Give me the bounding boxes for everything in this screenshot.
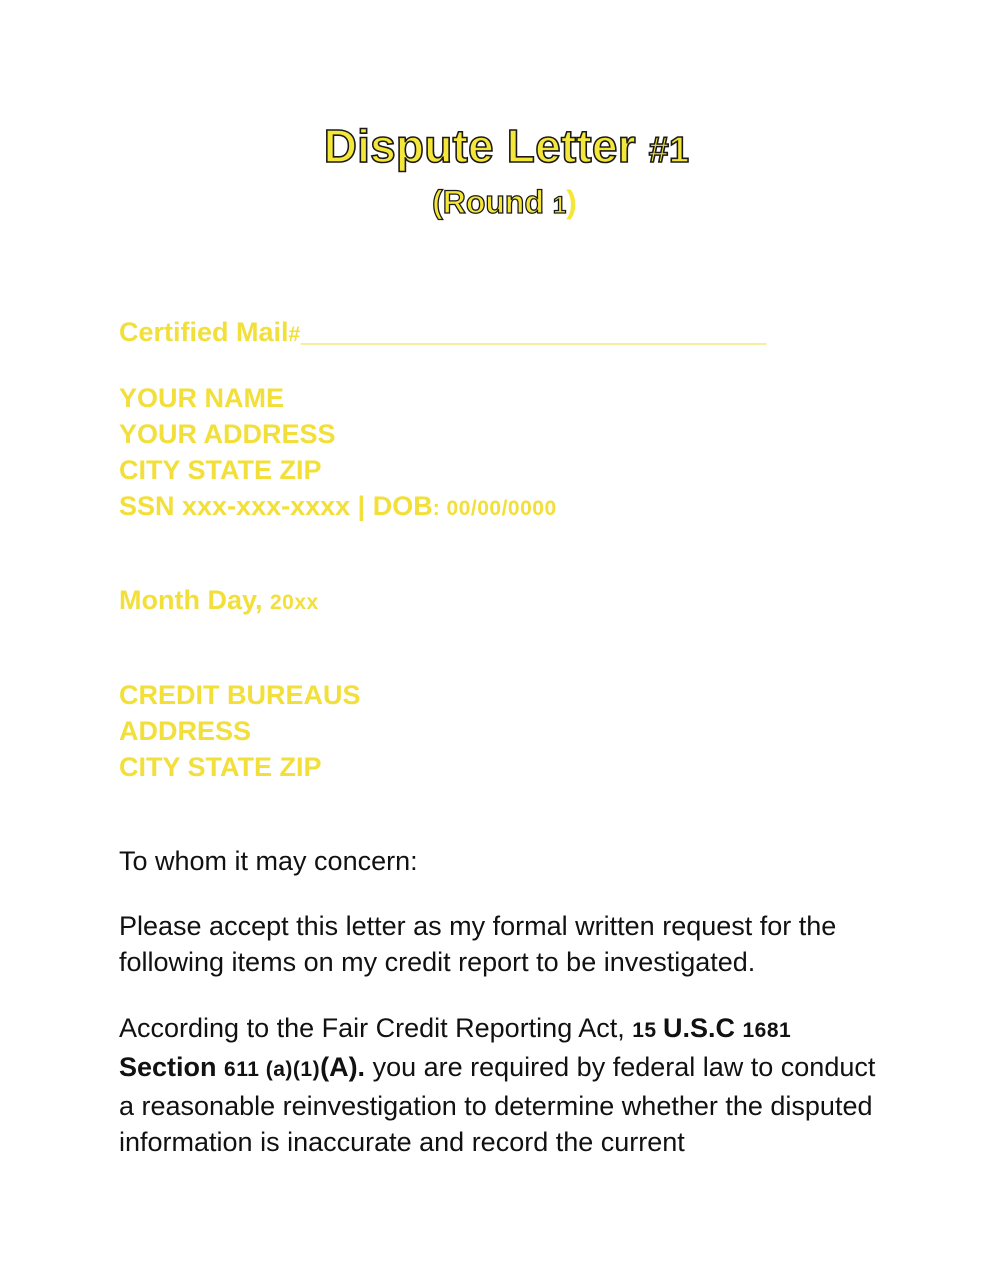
subtitle-number: 1 [552, 192, 567, 219]
fcra-intro: According to the Fair Credit Reporting Act, [119, 1013, 633, 1043]
paragraph-fcra [119, 1010, 889, 1160]
greeting: To whom it may concern: [119, 846, 418, 876]
title-number: #1 [648, 129, 690, 170]
letter-header [0, 118, 1005, 226]
sender-address-block [119, 380, 557, 527]
recipient-address-block [119, 677, 361, 785]
certified-blank: _______________________________ [300, 317, 767, 347]
letter-subtitle [4, 182, 1005, 226]
statute-citation: 15 U.S.C 1681 [632, 1013, 792, 1043]
date-label: Month Day, [119, 585, 270, 615]
letter-date [119, 582, 319, 621]
letter-title [8, 118, 1005, 178]
subtitle-text: (Round [432, 184, 553, 220]
subtitle-close: ) [566, 184, 577, 220]
sender-address: YOUR ADDRESS [119, 419, 336, 449]
date-year: 20xx [270, 591, 319, 614]
ssn-label: SSN xxx-xxx-xxxx | DOB [119, 491, 433, 521]
recipient-name: CREDIT BUREAUS [119, 680, 361, 710]
recipient-address: ADDRESS [119, 716, 252, 746]
fcra-rest: you are required by federal law to conduct a reasonable reinvestigation to determine whether the disputed information is inaccurate and record the current [119, 1052, 876, 1157]
recipient-city: CITY STATE ZIP [119, 752, 322, 782]
sender-ssn-dob [119, 488, 557, 527]
sender-name: YOUR NAME [119, 383, 285, 413]
paragraph-request: Please accept this letter as my formal written request for the following items on my credit report to be investigated. [119, 911, 837, 977]
section-citation: Section 611 (a)(1)(A). [119, 1052, 366, 1082]
certified-label: Certified Mail [119, 317, 289, 347]
sender-city: CITY STATE ZIP [119, 455, 322, 485]
title-text: Dispute Letter [323, 120, 649, 172]
certified-mail-line [119, 314, 766, 353]
certified-hash: # [288, 323, 301, 346]
dob-value: : 00/00/0000 [432, 497, 557, 520]
